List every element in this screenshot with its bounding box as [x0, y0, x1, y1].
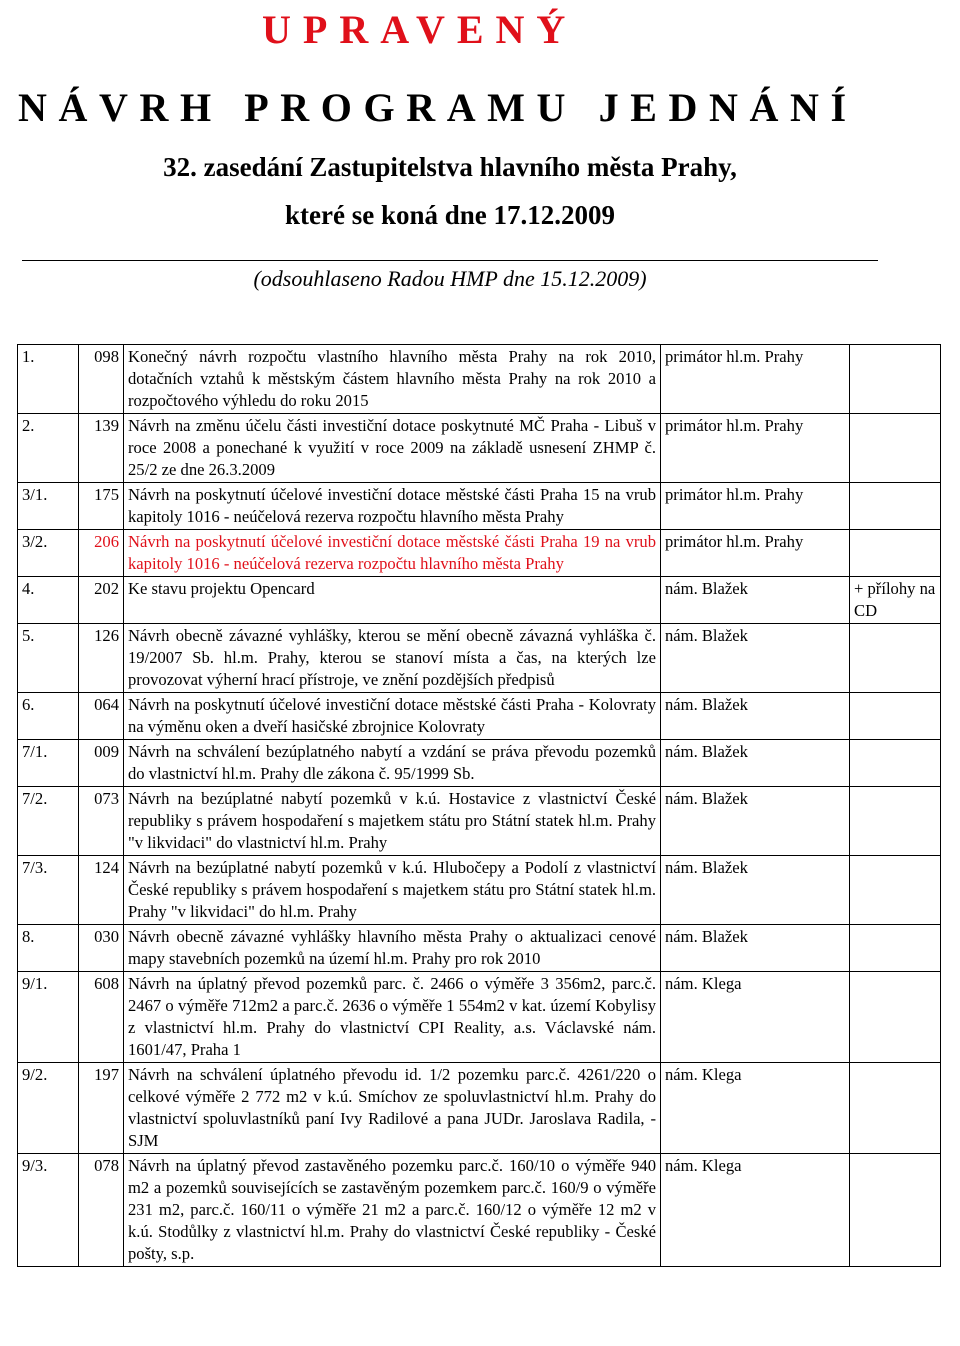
agenda-item-speaker: nám. Klega	[661, 972, 850, 1063]
agenda-item-description: Návrh na schválení bezúplatného nabytí a vzdání se práva převodu pozemků do vlastnictví hl.m. Prahy dle zákona č. 95/1999 Sb.	[124, 740, 661, 787]
agenda-item-speaker: nám. Blažek	[661, 624, 850, 693]
agenda-item-code: 197	[79, 1063, 124, 1154]
agenda-item-number: 7/1.	[18, 740, 79, 787]
agenda-item-number: 7/2.	[18, 787, 79, 856]
agenda-item-number: 6.	[18, 693, 79, 740]
agenda-row	[18, 483, 941, 530]
agenda-row	[18, 345, 941, 414]
agenda-item-code: 073	[79, 787, 124, 856]
agenda-item-code: 206	[79, 530, 124, 577]
agenda-row	[18, 925, 941, 972]
agenda-item-number: 2.	[18, 414, 79, 483]
agenda-item-speaker: nám. Blažek	[661, 787, 850, 856]
agenda-item-number: 7/3.	[18, 856, 79, 925]
agenda-item-speaker: nám. Blažek	[661, 740, 850, 787]
agenda-item-speaker: nám. Blažek	[661, 856, 850, 925]
agenda-item-description: Návrh na bezúplatné nabytí pozemků v k.ú. Hlubočepy a Podolí z vlastnictví České republiky s právem hospodaření s majetkem státu pro Státní statek hl.m. Prahy "v likvidaci" do hl.m. Prahy	[124, 856, 661, 925]
agenda-row	[18, 693, 941, 740]
agenda-item-code: 030	[79, 925, 124, 972]
agenda-item-number: 5.	[18, 624, 79, 693]
agenda-item-description: Návrh na poskytnutí účelové investiční dotace městské části Praha 15 na vrub kapitoly 1016 - neúčelová rezerva rozpočtu hlavního města Prahy	[124, 483, 661, 530]
agenda-item-code: 608	[79, 972, 124, 1063]
agenda-item-speaker: primátor hl.m. Prahy	[661, 530, 850, 577]
agenda-item-number: 9/1.	[18, 972, 79, 1063]
agenda-table	[17, 344, 941, 1267]
agenda-row	[18, 787, 941, 856]
agenda-item-attachment	[850, 856, 941, 925]
agenda-item-code: 009	[79, 740, 124, 787]
agenda-item-attachment	[850, 414, 941, 483]
agenda-item-code: 064	[79, 693, 124, 740]
agenda-item-number: 4.	[18, 577, 79, 624]
agenda-item-attachment	[850, 925, 941, 972]
agenda-item-description: Návrh obecně závazné vyhlášky hlavního města Prahy o aktualizaci cenové mapy stavebních pozemků na území hl.m. Prahy pro rok 2010	[124, 925, 661, 972]
agenda-row	[18, 1154, 941, 1267]
agenda-item-number: 3/1.	[18, 483, 79, 530]
agenda-item-description: Návrh na úplatný převod zastavěného pozemku parc.č. 160/10 o výměře 940 m2 a pozemků souvisejících se zastavěným pozemkem parc.č. 160/9 o výměře 231 m2, parc.č. 160/11 o výměře 21 m2 a parc.č. 160/12 o výměře 12 m2 v k.ú. Stodůlky z vlastnictví hl.m. Prahy do vlastnictví České republiky - České pošty, s.p.	[124, 1154, 661, 1267]
session-date: které se koná dne 17.12.2009	[285, 200, 615, 230]
agenda-item-description: Návrh na úplatný převod pozemků parc. č. 2466 o výměře 3 356m2, parc.č. 2467 o výměře 712m2 a parc.č. 2636 o výměře 1 554m2 v kat. území Kobylisy z vlastnictví hl.m. Prahy do vlastnictví CPI Reality, a.s. Václavské nám. 1601/47, Praha 1	[124, 972, 661, 1063]
agenda-item-attachment	[850, 972, 941, 1063]
agenda-row	[18, 530, 941, 577]
agenda-item-speaker: nám. Blažek	[661, 925, 850, 972]
agenda-item-attachment	[850, 693, 941, 740]
agenda-item-attachment	[850, 787, 941, 856]
agenda-row	[18, 856, 941, 925]
agenda-row	[18, 740, 941, 787]
agenda-item-code: 078	[79, 1154, 124, 1267]
agenda-row	[18, 972, 941, 1063]
agenda-item-description: Návrh na bezúplatné nabytí pozemků v k.ú. Hostavice z vlastnictví České republiky s právem hospodaření s majetkem státu pro Státní statek hl.m. Prahy "v likvidaci" do vlastnictví hl.m. Prahy	[124, 787, 661, 856]
agenda-item-speaker: primátor hl.m. Prahy	[661, 414, 850, 483]
agenda-item-speaker: primátor hl.m. Prahy	[661, 483, 850, 530]
agenda-row	[18, 624, 941, 693]
agenda-row	[18, 1063, 941, 1154]
agenda-item-speaker: nám. Blažek	[661, 577, 850, 624]
agenda-item-description: Ke stavu projektu Opencard	[124, 577, 661, 624]
agenda-item-speaker: nám. Blažek	[661, 693, 850, 740]
agenda-item-description: Návrh obecně závazné vyhlášky, kterou se mění obecně závazná vyhláška č. 19/2007 Sb. hl.m. Prahy, kterou se stanoví místa a čas, na kterých lze provozovat výherní hrací přístroje, ve znění pozdějších předpisů	[124, 624, 661, 693]
agenda-item-number: 9/2.	[18, 1063, 79, 1154]
agenda-item-speaker: nám. Klega	[661, 1154, 850, 1267]
agenda-item-description: Návrh na poskytnutí účelové investiční dotace městské části Praha 19 na vrub kapitoly 1016 - neúčelová rezerva rozpočtu hlavního města Prahy	[124, 530, 661, 577]
agenda-item-attachment	[850, 483, 941, 530]
agenda-item-description: Návrh na poskytnutí účelové investiční dotace městské části Praha - Kolovraty na výměnu oken a dveří hasičské zbrojnice Kolovraty	[124, 693, 661, 740]
divider-line	[22, 260, 878, 261]
agenda-item-attachment	[850, 345, 941, 414]
agenda-item-code: 124	[79, 856, 124, 925]
agenda-row	[18, 577, 941, 624]
agenda-item-number: 9/3.	[18, 1154, 79, 1267]
agenda-item-code: 139	[79, 414, 124, 483]
agenda-item-number: 3/2.	[18, 530, 79, 577]
agenda-item-attachment: + přílohy na CD	[850, 577, 941, 624]
agenda-item-attachment	[850, 740, 941, 787]
agenda-item-code: 126	[79, 624, 124, 693]
agenda-item-code: 202	[79, 577, 124, 624]
agenda-item-attachment	[850, 624, 941, 693]
agenda-item-attachment	[850, 1154, 941, 1267]
agenda-item-attachment	[850, 1063, 941, 1154]
agenda-item-number: 8.	[18, 925, 79, 972]
approval-note: (odsouhlaseno Radou HMP dne 15.12.2009)	[253, 266, 647, 291]
agenda-item-description: Návrh na změnu účelu části investiční dotace poskytnuté MČ Praha - Libuš v roce 2008 a ponechané k využití v roce 2009 na základě usnesení ZHMP č. 25/2 ze dne 26.3.2009	[124, 414, 661, 483]
document-title-upraveny: UPRAVENÝ	[262, 7, 578, 52]
agenda-item-number: 1.	[18, 345, 79, 414]
agenda-item-speaker: nám. Klega	[661, 1063, 850, 1154]
agenda-item-code: 098	[79, 345, 124, 414]
agenda-item-description: Návrh na schválení úplatného převodu id. 1/2 pozemku parc.č. 4261/220 o celkové výměře 2 772 m2 v k.ú. Smíchov ze spoluvlastnictví hl.m. Prahy do vlastnictví spoluvlastníků paní Ivy Radilové a pana JUDr. Jaroslava Radila, - SJM	[124, 1063, 661, 1154]
agenda-row	[18, 414, 941, 483]
session-heading: 32. zasedání Zastupitelstva hlavního města Prahy,	[163, 152, 737, 182]
agenda-item-code: 175	[79, 483, 124, 530]
agenda-item-description: Konečný návrh rozpočtu vlastního hlavního města Prahy na rok 2010, dotačních vztahů k městským částem hlavního města Prahy na rok 2010 a rozpočtového výhledu do roku 2015	[124, 345, 661, 414]
agenda-item-attachment	[850, 530, 941, 577]
agenda-body	[18, 345, 941, 1267]
document-title-navrh-programu: NÁVRH PROGRAMU JEDNÁNÍ	[18, 85, 858, 130]
agenda-item-speaker: primátor hl.m. Prahy	[661, 345, 850, 414]
